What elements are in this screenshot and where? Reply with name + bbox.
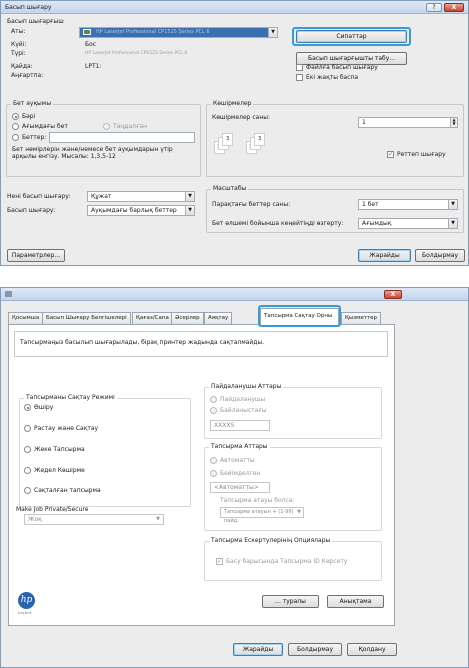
range-current-radio[interactable]	[12, 123, 19, 130]
user-name-default-label: Пайдаланушы	[220, 396, 266, 403]
tab-job-storage[interactable]: Тапсырма Сақтау Орны	[260, 308, 339, 325]
close-title-button[interactable]: X	[384, 290, 402, 299]
copies-input[interactable]: 1 ▲ ▼	[358, 117, 458, 128]
chevron-down-icon: ▼	[448, 219, 457, 228]
job-name-exists-label: Тапсырма атауы болса:	[220, 497, 295, 504]
job-mode-group: Тапсырманы Сақтау Режимі	[19, 398, 191, 507]
job-name-auto-label: Автоматты	[220, 457, 255, 464]
printer-name-label: Аты:	[11, 28, 26, 35]
job-name-auto-radio[interactable]	[210, 457, 217, 464]
show-job-id-label: Басу барысында Тапсырма ID Көрсету	[226, 558, 348, 565]
print-what-label: Нені басып шығару:	[7, 193, 71, 200]
info-text: Тапсырмаңыз басылып шығарылады, бірақ принтер жадында сақталмайды.	[20, 339, 265, 346]
info-box	[14, 331, 388, 357]
chevron-down-icon: ▼	[185, 192, 194, 201]
mode-proof-hold-radio[interactable]	[24, 425, 31, 432]
mode-quick-copy-label: Жедел Көшірме	[34, 467, 85, 474]
mode-stored-radio[interactable]	[24, 487, 31, 494]
pages-per-sheet-select[interactable]: 1 бет ▼	[358, 199, 458, 210]
about-button[interactable]: ... туралы	[262, 595, 319, 608]
ok-button[interactable]: Жарайды	[233, 643, 283, 656]
hp-logo-icon: hp	[18, 592, 35, 609]
job-name-input[interactable]: <Автоматты>	[210, 482, 270, 493]
chevron-down-icon: ▼	[268, 28, 277, 37]
copies-label: Көшірмелер саны:	[212, 114, 271, 121]
collate-label: Реттеп шығару	[397, 151, 446, 158]
where-value: LPT1:	[85, 63, 102, 70]
manual-duplex-label: Екі жақты баспа	[306, 74, 359, 81]
make-private-select[interactable]: Жоқ ▼	[24, 514, 164, 525]
where-label: Қайда:	[11, 63, 33, 70]
mode-stored-label: Сақталған тапсырма	[34, 487, 101, 494]
help-title-button[interactable]: ?	[426, 3, 442, 12]
page-range-group: Бет ауқымы	[6, 104, 201, 177]
job-name-exists-select[interactable]: Тапсырма атауын + (1-99) пайд. ▼	[220, 507, 304, 518]
options-button[interactable]: Параметрлер...	[7, 249, 65, 262]
status-label: Күйі:	[11, 41, 27, 48]
job-name-custom-radio[interactable]	[210, 470, 217, 477]
print-select[interactable]: Ауқымдағы барлық беттер ▼	[87, 205, 195, 216]
collate-checkbox[interactable]: ✓	[388, 151, 394, 158]
printer-icon	[5, 291, 12, 297]
ok-button[interactable]: Жарайды	[358, 249, 411, 262]
close-title-button[interactable]: X	[444, 3, 464, 12]
cancel-button[interactable]: Болдырмау	[288, 643, 342, 656]
spinner-icon[interactable]: ▲ ▼	[450, 118, 457, 127]
chevron-down-icon: ▼	[448, 200, 457, 209]
type-label: Түрі:	[11, 50, 26, 57]
user-name-group: Пайдаланушы Аттары	[204, 387, 382, 439]
print-to-file-checkbox[interactable]	[296, 64, 303, 71]
zoom-group: Масштабы	[206, 189, 464, 233]
tab-effects[interactable]: Әсерлер	[171, 312, 204, 324]
job-name-group: Тапсырма Аттары	[204, 447, 382, 531]
properties-titlebar	[1, 288, 468, 301]
chevron-down-icon: ▼	[156, 516, 160, 522]
range-pages-label: Беттер:	[22, 134, 47, 141]
properties-button[interactable]: Сипаттар	[296, 30, 407, 43]
collate-page-icon: 3	[254, 133, 265, 146]
collate-page-icon: 3	[222, 133, 233, 146]
print-dialog	[0, 0, 469, 266]
tab-print-shortcuts[interactable]: Басып Шығару Белгішелері	[42, 312, 131, 324]
print-label: Басып шығару:	[7, 207, 56, 214]
mode-quick-copy-radio[interactable]	[24, 467, 31, 474]
type-value: HP LaserJet Professional CP1525 Series PCL 6	[85, 51, 188, 56]
tab-finishing[interactable]: Аяқтау	[204, 312, 232, 324]
chevron-down-icon: ▼	[297, 509, 301, 515]
range-selection-radio[interactable]	[103, 123, 110, 130]
cancel-button[interactable]: Болдырмау	[415, 249, 465, 262]
find-printer-button[interactable]: Басып шығарғышты табу...	[296, 52, 407, 65]
range-pages-radio[interactable]	[12, 134, 19, 141]
print-what-select[interactable]: Құжат ▼	[87, 191, 195, 202]
user-name-input[interactable]: XXXXS	[210, 420, 270, 431]
user-name-custom-label: Байланыстағы	[220, 407, 267, 414]
range-all-radio[interactable]	[12, 113, 19, 120]
job-storage-tab-highlight	[258, 305, 341, 327]
pages-per-sheet-label: Парақтағы беттер саны:	[212, 201, 291, 208]
printer-properties-dialog	[0, 287, 469, 668]
job-storage-panel	[8, 324, 395, 626]
range-hint: Бет нөмірлерін және/немесе бет ауқымдарын үтір арқылы енгізу. Мысалы: 1,3,5-12	[12, 146, 173, 160]
printer-icon	[83, 29, 91, 35]
show-job-id-checkbox[interactable]: ✓	[217, 558, 223, 565]
mode-off-radio[interactable]	[24, 404, 31, 411]
range-pages-input[interactable]	[49, 132, 195, 143]
tab-paper-quality[interactable]: Қағаз/Сапа	[132, 312, 173, 324]
range-current-label: Ағымдағы бет	[22, 123, 68, 130]
print-dialog-titlebar	[1, 1, 468, 14]
comment-label: Аңғартпа:	[11, 72, 44, 79]
copies-group: Көшірмелер	[206, 104, 464, 177]
scale-select[interactable]: Ағымдық ▼	[358, 218, 458, 229]
mode-private-radio[interactable]	[24, 446, 31, 453]
tab-advanced[interactable]: Қосымша	[8, 312, 43, 324]
apply-button[interactable]: Қолдану	[347, 643, 397, 656]
print-dialog-title: Басып шығару	[5, 4, 52, 11]
mode-private-label: Жеке Тапсырма	[34, 446, 85, 453]
range-all-label: Бәрі	[22, 113, 36, 120]
printer-name-select[interactable]: HP LaserJet Professional CP1525 Series PCL 6 ▼	[79, 27, 278, 38]
help-button[interactable]: Анықтама	[327, 595, 384, 608]
chevron-down-icon: ▼	[185, 206, 194, 215]
job-name-custom-label: Бейімделген	[220, 470, 261, 477]
tab-services[interactable]: Қызметтер	[341, 312, 381, 324]
notify-group: Тапсырма Ескертулерінің Опциялары	[204, 541, 382, 581]
scale-label: Бет өлшемі бойынша кеңейтіңді өзгерту:	[212, 220, 344, 227]
printer-group-label: Басып шығарғыш	[7, 18, 64, 25]
make-private-label: Make Job Private/Secure	[16, 506, 89, 513]
print-to-file-label: Файлға басып шығару	[306, 64, 378, 71]
hp-logo-tagline: invent	[18, 611, 33, 615]
range-selection-label: Таңдалған	[113, 123, 148, 130]
manual-duplex-checkbox[interactable]	[296, 74, 303, 81]
status-value: Бос	[85, 41, 97, 48]
user-name-custom-radio[interactable]	[210, 407, 217, 414]
mode-off-label: Өшіру	[34, 404, 54, 411]
user-name-default-radio[interactable]	[210, 396, 217, 403]
mode-proof-hold-label: Растау және Сақтау	[34, 425, 99, 432]
